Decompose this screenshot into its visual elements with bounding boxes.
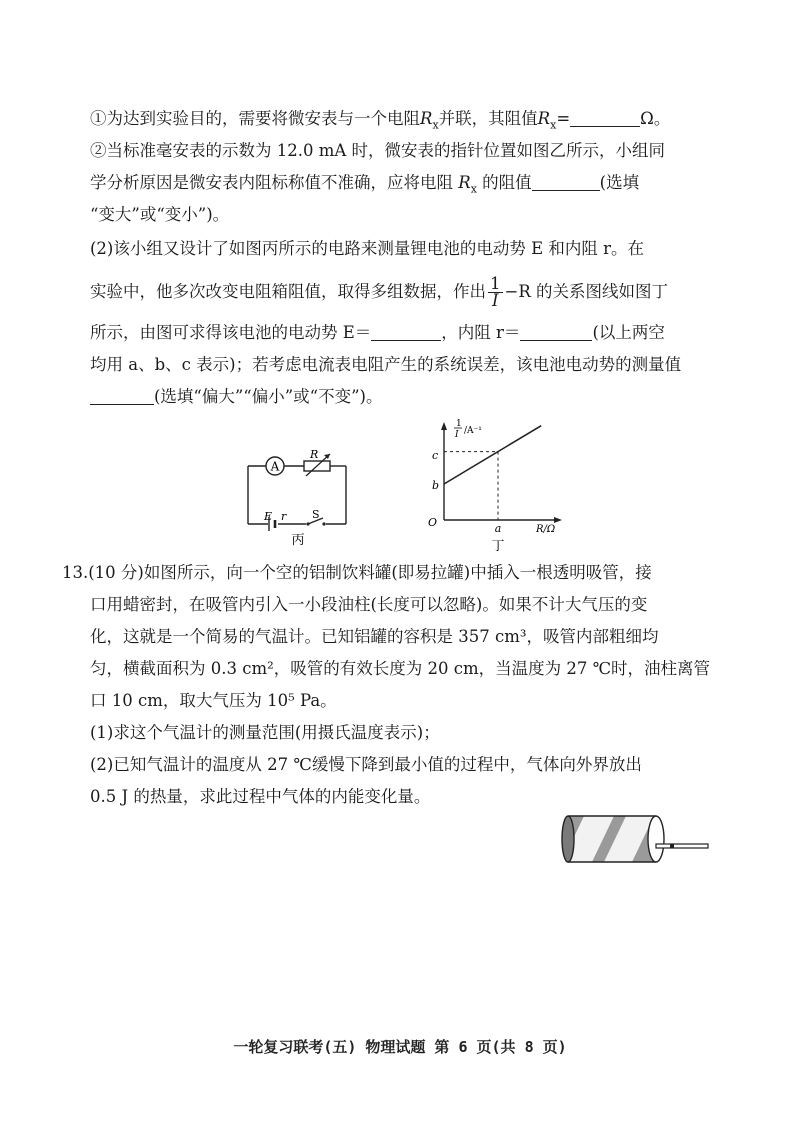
q13-line4: 匀，横截面积为 0.3 cm²，吸管的有效长度为 20 cm，当温度为 27 ℃时，油柱离管 <box>90 659 711 678</box>
tick-label-a: a <box>494 522 502 535</box>
tick-label-b: b <box>432 479 440 492</box>
data-line <box>444 426 541 484</box>
q12-part2-line1: ②当标准毫安表的示数为 12.0 mA 时，微安表的指针位置如图乙所示，小组同 <box>90 141 666 160</box>
q12-2-line2: 实验中，他多次改变电阻箱阻值，取得多组数据，作出 $\frac{1}{I}$ −R 的关系图线如图丁 <box>90 274 668 310</box>
x-axis-label: R/Ω <box>536 524 556 535</box>
graph-ding <box>418 414 578 554</box>
q13-question2-line2: 0.5 J 的热量，求此过程中气体的内能变化量。 <box>90 787 431 806</box>
answer-blank-emf[interactable] <box>371 324 441 341</box>
q13-line2: 口用蜡密封，在吸管内引入一小段油柱(长度可以忽略)。如果不计大气压的变 <box>90 595 648 614</box>
answer-blank-change[interactable] <box>532 174 600 191</box>
q12-2-line5: (选填“偏大”“偏小”或“不变”)。 <box>90 386 383 408</box>
q12-2-line4: 均用 a、b、c 表示)；若考虑电流表电阻产生的系统误差，该电池电动势的测量值 <box>90 355 682 374</box>
battery-label: E <box>264 510 273 523</box>
can-thermometer-illustration <box>556 810 716 870</box>
q13-line1: 13.(10 分)如图所示，向一个空的铝制饮料罐(即易拉罐)中插入一根透明吸管，接 <box>62 563 652 582</box>
q13-question2-line1: (2)已知气温计的温度从 27 ℃缓慢下降到最小值的过程中，气体向外界放出 <box>90 755 642 774</box>
q13-line5: 口 10 cm，取大气压为 10⁵ Pa。 <box>90 691 337 710</box>
figure-caption-bing: 丙 <box>291 533 305 548</box>
q12-part2-line3: “变大”或“变小”)。 <box>90 205 230 224</box>
q12-2-line3: 所示，由图可求得该电池的电动势 E＝ ，内阻 r＝ (以上两空 <box>90 323 665 342</box>
internal-resistance-label: r <box>281 510 287 523</box>
rheostat-label: R <box>310 448 319 461</box>
y-label-den: I <box>455 430 459 440</box>
q12-part2-line2: 学分析原因是微安表内阻标称值不准确，应将电阻 $R_x$ 的阻值 (选填 <box>90 173 640 196</box>
y-label-num: 1 <box>456 419 462 429</box>
q13-line3: 化，这就是一个简易的气温计。已知铝罐的容积是 357 cm³，吸管内部粗细均 <box>90 627 659 646</box>
page-footer: 一轮复习联考(五) 物理试题 第 6 页(共 8 页) <box>233 1038 567 1056</box>
q13-question1: (1)求这个气温计的测量范围(用摄氏温度表示)； <box>90 723 440 742</box>
answer-blank-rx[interactable] <box>570 110 640 127</box>
answer-blank-error[interactable] <box>90 388 154 405</box>
origin-label: O <box>428 516 438 529</box>
ammeter-label: A <box>270 459 280 474</box>
fraction-1-over-I: $\frac{1}{I}$ <box>490 274 501 310</box>
answer-blank-resistance[interactable] <box>520 324 592 341</box>
q12-2-line1: (2)该小组又设计了如图丙所示的电路来测量锂电池的电动势 E 和内阻 r。在 <box>90 239 645 258</box>
y-label-unit: /A⁻¹ <box>464 426 482 436</box>
tick-label-c: c <box>432 449 439 462</box>
q12-part1-line: ①为达到实验目的，需要将微安表与一个电阻$R_x$并联，其阻值$R_x= \Omega$。 <box>90 109 671 132</box>
circuit-diagram-bing <box>238 440 358 550</box>
figure-caption-ding: 丁 <box>491 539 505 554</box>
switch-label: S <box>312 508 320 521</box>
